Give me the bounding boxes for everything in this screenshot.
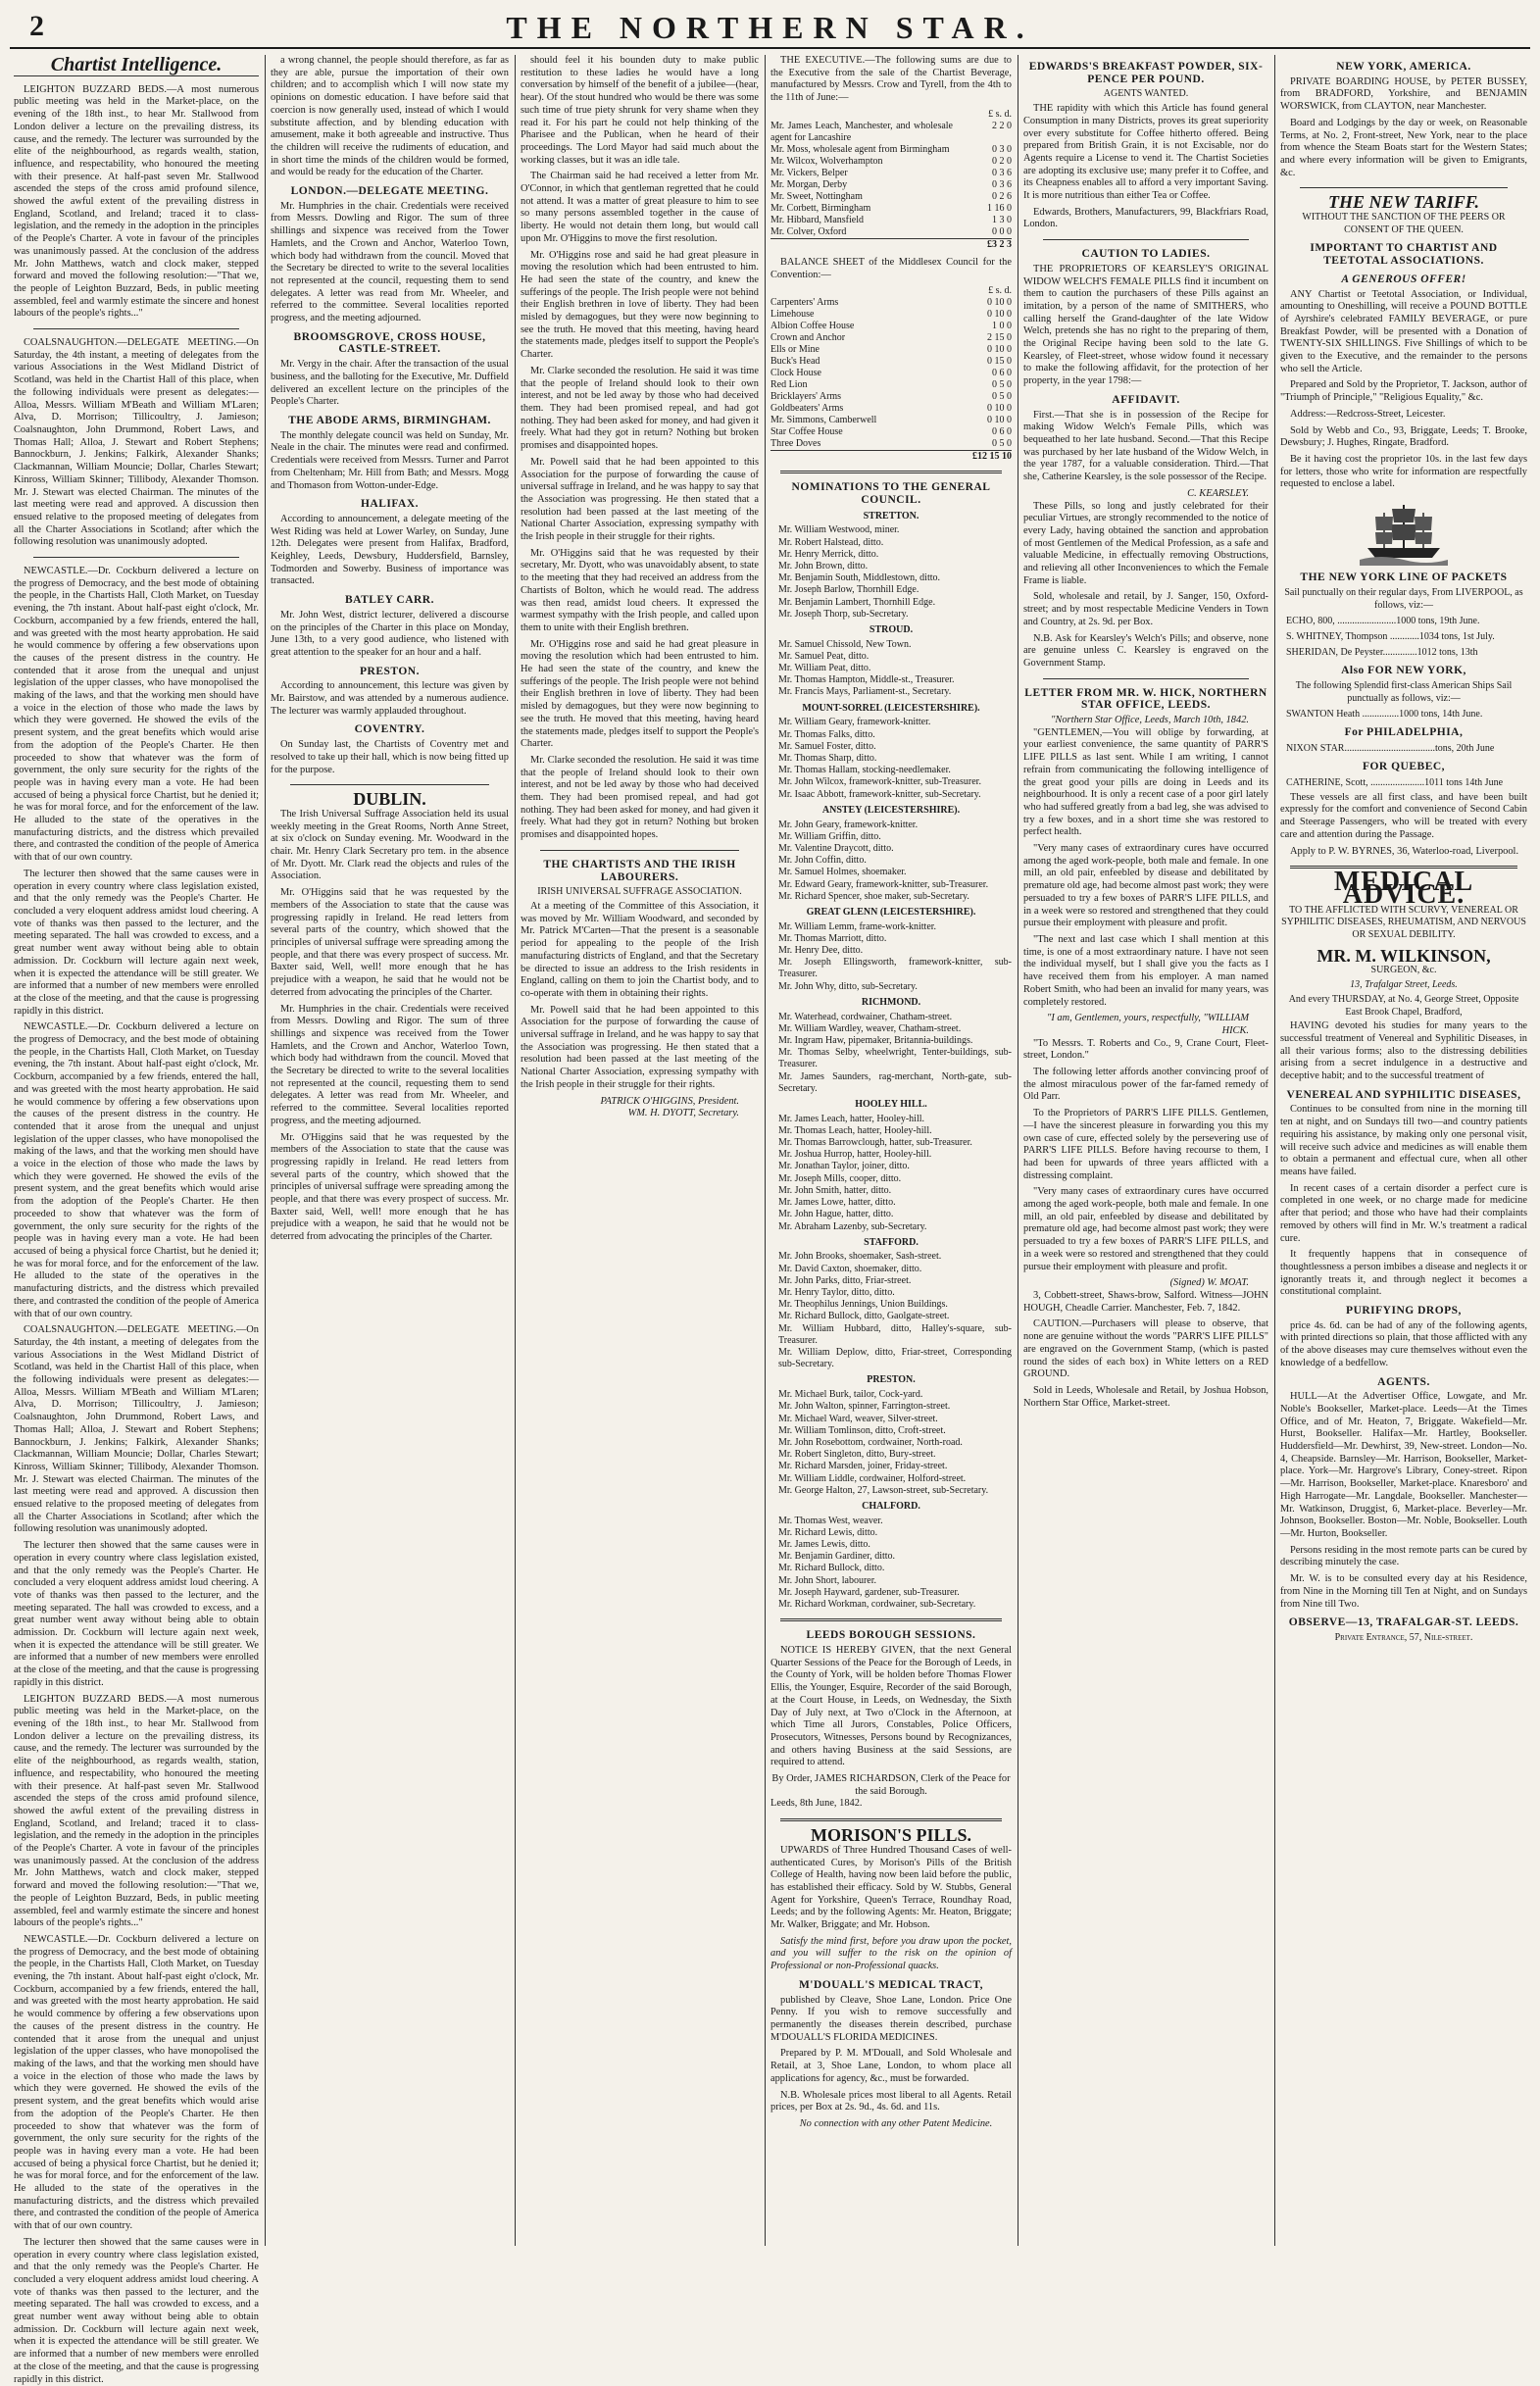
ad-heading: MR. M. WILKINSON, [1316,945,1491,966]
article-paragraph: COALSNAUGHTON.—DELEGATE MEETING.—On Saturday, the 4th instant, a meeting of delegates from the various Associations in the West Midland District of Scotland, was held in the Chartist Hall of this place, when the following individuals were present as delegates:—Alloa, Messrs. William M'Beath and William M'Laren; Alva, D. Morrison; Tillicoultry, J. Jamieson; Coalsnaughton, John Drummond, Robert Laws, and Thomas Hall; Alloa, J. Stewart and Robert Stephens; Bannockburn, J. Jenkins; Falkirk, Alexander Shanks; Clackmannan, William Mouncie; Dollar, Charles Stewart; Kinross, William Skinner; Tillibody, Alexander Thomson. Mr. J. Stewart was elected Chairman. The minutes of the last meeting were read and approved. A discussion then ensued relative to the proposed meeting of delegates from all the Charter Associations in Scotland; after which the following resolution was unanimously adopted. [14,1324,259,1535]
ad-paragraph: Sold by Webb and Co., 93, Briggate, Leeds; T. Brooke, Dewsbury; J. Hughes, Ringate, Bradford. [1280,424,1527,449]
divider [1300,187,1508,188]
nominee: Mr. John Walton, spinner, Farrington-street. [778,1401,951,1413]
ad-paragraph: ANY Chartist or Teetotal Association, or Individual, amounting to Oneshilling, will receive a POUND BOTTLE of Ayrshire's celebrated FAMILY BEVERAGE, or pure Breakfast Powder, will be presented with a Donation of TWENTY-SIX SHILLINGS. Five Shillings of which to be given to the Executive, and the remainder to the persons who sell the Article. [1280,288,1527,374]
nominee: Mr. Theophilus Jennings, Union Buildings. [778,1299,948,1311]
ad-paragraph: THE PROPRIETORS OF KEARSLEY'S ORIGINAL WIDOW WELCH'S FEMALE PILLS find it incumbent on them to caution the purchasers of these Pills against an imitation, by a person of the name of SMITHERS, who calling herself the Grand-daughter of the late Widow Welch, pretends she has no right to the preparing of them, the Original Recipe having been sold to the late G. Kearsley, of Fleet-street, whose widow found it necessary to make the following affidavit, for the protection of her property, in the year 1798:— [1023,263,1268,387]
ledger-row: Clock House 0 6 0 [770,368,1012,379]
article-paragraph: BALANCE SHEET of the Middlesex Council for the Convention:— [770,256,1012,280]
nominee: Mr. Thomas Barrowclough, hatter, sub-Treasurer. [778,1137,972,1149]
ad-paragraph: N.B. Ask for Kearsley's Welch's Pills; and observe, none are genuine unless C. Kearsley is engraved on the Government Stamp. [1023,632,1268,669]
ad-paragraph: Apply to P. W. BYRNES, 36, Waterloo-road, Liverpool. [1290,845,1519,857]
article-heading: BATLEY CARR. [345,594,434,607]
article-heading: THE ABODE ARMS, BIRMINGHAM. [288,414,491,426]
ad-paragraph: Sold, wholesale and retail, by J. Sanger, 150, Oxford-street; and by most respectable Medicine Venders in Town and Country, at 2s. 9d. per Box. [1023,591,1268,627]
column-rule [515,55,516,2246]
ad-heading: THE NEW YORK LINE OF PACKETS [1300,572,1508,584]
signature: PATRICK O'HIGGINS, President. [600,1095,739,1107]
ledger-row: Three Doves 0 5 0 [770,438,1012,450]
nominee: Mr. John Coffin, ditto. [778,855,867,867]
nominee: Mr. Richard Marsden, joiner, Friday-street. [778,1461,948,1472]
article-heading: THE CHARTISTS AND THE IRISH LABOURERS. [543,858,736,883]
nominee: Mr. William Griffin, ditto. [778,830,881,842]
article-paragraph: The Irish Universal Suffrage Association held its usual weekly meeting in the Great Rooms, North Anne Street, at six o'clock on Sunday evening. Mr. Woodward in the chair. Mr. Henry Clark Secretary pro tem. in the absence of Mr. Dyott. Mr. Clark read the objects and rules of the Association. [271,808,509,882]
ad-paragraph: CAUTION.—Purchasers will please to observe, that none are genuine without the words "PARR'S LIFE PILLS" are engraved on the Government Stamp, (which is pasted round the sides of each box) in White letters on a RED GROUND. [1023,1318,1268,1380]
sailing-entry: ECHO, 800, ........................1000 tons, 19th June. [1286,616,1480,627]
ledger-row: Bricklayers' Arms 0 5 0 [770,391,1012,403]
letter-dateline: "Northern Star Office, Leeds, March 10th, 1842. [1051,715,1249,726]
nomination-place: STAFFORD. [864,1236,919,1248]
nominee: Mr. Henry Merrick, ditto. [778,548,879,560]
divider [780,471,1002,473]
ad-subheading: Sail punctually on their regular days, From LIVERPOOL, as follows, viz:— [1284,586,1523,611]
nominee: Mr. John Brown, ditto. [778,560,869,572]
nominee: Mr. Valentine Draycott, ditto. [778,842,894,854]
nomination-place: PRESTON. [867,1374,916,1386]
nomination-place: HOOLEY HILL. [855,1098,927,1110]
nomination-place: ANSTEY (LEICESTERSHIRE). [821,804,961,816]
nominee: Mr. Benjamin Gardiner, ditto. [778,1551,896,1563]
article-paragraph: The lecturer then showed that the same causes were in operation in every country where class legislation existed, and that the only remedy was the People's Charter. He concluded a very eloquent address amidst loud cheering. A vote of thanks was then passed to the lecturer, and the meeting separated. The hall was crowded to excess, and a great number went away without being able to obtain admission. Dr. Cockburn will lecture again next week, when it is expected the attendance will be still greater. We are informed that a number of new members were enrolled at the close of the meeting, and that the cause is progressing rapidly in this district. [14,868,259,1017]
notice-paragraph: NOTICE IS HEREBY GIVEN, that the next General Quarter Sessions of the Peace for the Borough of Leeds, in the County of York, will be holden before Thomas Flower Ellis, the Younger, Esquire, Recorder of the said Borough, at the Court House, in Leeds, on Wednesday, the Sixth Day of July next, at Two o'Clock in the Afternoon, at which Time all Jurors, Constables, Police Officers, Prosecutors, Witnesses, Persons bound by Recognizances, and others having Business at the said Sessions, are required to attend. [770,1645,1012,1768]
nominee: Mr. Joseph Ellingsworth, framework-knitter, sub-Treasurer. [778,957,1012,980]
article-paragraph: Mr. Powell said that he had been appointed to this Association for the purpose of forwarding the cause of universal suffrage in Ireland, and he was happy to say that the Association was progressing. He then stated that a resolution had been passed at the last meeting of the National Charter Association, expressing sympathy with the Irish people in their struggle for their rights. [521,1004,759,1090]
ledger-row: Ells or Mine 0 10 0 [770,344,1012,356]
nominee: Mr. George Halton, 27, Lawson-street, sub-Secretary. [778,1484,989,1496]
article-heading: PRESTON. [360,665,420,677]
ad-subheading: SURGEON, &c. [1370,965,1437,976]
nominee: Mr. Michael Burk, tailor, Cock-yard. [778,1389,923,1401]
ad-paragraph: THE rapidity with which this Article has found general Consumption in many Districts, proves its great superiority over every substitute for Coffee hitherto offered. Being prepared from British Grain, it is not Excisable, nor do Agents require a License to vend it. The Chartist Societies are adopting its exclusive use; many prefer it to Coffee, and its Cheapness enables all to afford a very important Saving. It is more nutritious than either Tea or Coffee. [1023,103,1268,202]
newspaper-title: THE NORTHERN STAR. [506,10,1034,45]
ledger-header: £ s. d. [988,285,1012,297]
nominee: Mr. John Hague, hatter, ditto. [778,1209,894,1220]
ad-subheading: 13, Trafalgar Street, Leeds. [1350,979,1458,991]
ad-subheading: The following Splendid first-class American Ships Sail punctually as follows, viz:— [1295,679,1513,704]
ad-heading: FOR QUEBEC, [1362,761,1446,773]
article-heading: LEEDS BOROUGH SESSIONS. [806,1629,976,1642]
article-subheading: IRISH UNIVERSAL SUFFRAGE ASSOCIATION. [537,886,742,898]
sailing-entry: SHERIDAN, De Peyster..............1012 tons, 13th [1286,647,1478,659]
article-paragraph: According to announcement, this lecture was given by Mr. Bairstow, and was attended by a numerous audience. The lecturer was warmly applauded throughout. [271,680,509,717]
ad-paragraph: Satisfy the mind first, before you draw upon the pocket, and you will suffer to the risk on the opinion of Professional or non-Professional quacks. [770,1935,1012,1972]
divider [33,557,239,558]
nominee: Mr. Joseph Thorp, sub-Secretary. [778,608,909,620]
ledger-row: Mr. Morgan, Derby 0 3 6 [770,178,1012,190]
nominee: Mr. Thomas Marriott, ditto. [778,932,887,944]
nominee: Mr. Benjamin Lambert, Thornhill Edge. [778,596,936,608]
column-3 [521,55,759,2246]
nominee: Mr. Richard Bullock, ditto, Gaolgate-street. [778,1311,950,1322]
article-heading: DUBLIN. [353,789,426,810]
ledger-row: Crown and Anchor 2 15 0 [770,332,1012,344]
column-1 [14,54,259,2385]
article-paragraph: Mr. Humphries in the chair. Credentials were received from Messrs. Dowling and Rigor. The sum of three shillings and sixpence was received from the Tower Hamlets, and the Crown and Anchor, Waterloo Town, which body had withdrawn from the council. Moved that the Secretary be directed to write to the several localities not represented at the council, requesting them to send delegates. A letter was read from Mr. Wheeler, and referred to the committee. Several localities reported progress, and the meeting adjourned. [271,200,509,324]
ad-paragraph: N.B. Wholesale prices most liberal to all Agents. Retail prices, per Box at 2s. 9d., 4s. 6d. and 11s. [770,2089,1012,2113]
article-heading: LONDON.—DELEGATE MEETING. [290,185,489,198]
article-paragraph: At a meeting of the Committee of this Association, it was moved by Mr. William Woodward, and seconded by Mr. Patrick M'Carten—That the present is a seasonable period for appealing to the people of the Irish manufacturing districts of England, and that the Secretary be directed to issue an address to the Irish residents in England, calling on them to join the Chartist body, and to co-operate with them in obtaining their rights. [521,901,759,999]
letter-paragraph: "GENTLEMEN,—You will oblige by forwarding, at your earliest convenience, the same quantity of PARR'S LIFE PILLS as last sent. While I am writing, I cannot refrain from communicating the following intelligence of the great good your pills are doing in Leeds and its neighbourhood. It is only a recent case of a poor girl lately who had suffered greatly from a bad leg, she was advised to try a few boxes, and in a short time she was restored to perfect health. [1023,726,1268,838]
nominee: Mr. Joseph Mills, cooper, ditto. [778,1172,902,1184]
divider [780,1818,1002,1821]
ledger-row: Mr. Moss, wholesale agent from Birmingham 0 3 0 [770,143,1012,155]
nominee: Mr. John Parks, ditto, Friar-street. [778,1274,912,1286]
article-paragraph: Mr. O'Higgins said that he was requested by the members of the Association to state that the cause was progressing rapidly in Ireland. He read letters from several parts of the country, which showed that the principles of universal suffrage were spreading among the people, and that there was every prospect of success. Mr. Baxter said, Well, well! more enough that he has prejudice with a weapon, he said that he would not be deterred from advocating the principles of the Charter. [271,1131,509,1243]
nominee: Mr. Richard Spencer, shoe maker, sub-Secretary. [778,890,969,902]
nomination-place: GREAT GLENN (LEICESTERSHIRE). [806,906,976,918]
nomination-place: STROUD. [869,623,914,635]
sailing-entry: S. WHITNEY, Thompson ............1034 tons, 1st July. [1286,631,1495,643]
nomination-place: RICHMOND. [861,996,921,1008]
ledger-total: £12 15 10 [770,451,1012,464]
article-paragraph: According to announcement, a delegate meeting of the West Riding was held at Lower Warley, on Sunday, June 12th. Delegates were present from Halifax, Bradford, Keighley, Leeds, Dewsbury, Huddersfield, Barnsley, Todmorden and Sowerby. Business of importance was transacted. [271,513,509,587]
letter-paragraph: 3, Cobbett-street, Shaws-brow, Salford. Witness—JOHN HOUGH, Cheadle Carrier. Manchester, Feb. 7, 1842. [1023,1289,1268,1314]
nomination-place: CHALFORD. [862,1500,920,1512]
article-paragraph: LEIGHTON BUZZARD BEDS.—A most numerous public meeting was held in the Market-place, on the evening of the 18th inst., to hear Mr. Stallwood from London deliver a lecture on the prevailing distress, its cause, and the remedy. The lecturer was surrounded by the elite of the neighbourhood, as regards wealth, station, influence, and respectability, who honoured the meeting with their presence. At half-past seven Mr. Stallwood ascended the steps of the cross amid profound silence, showed the awful extent of the prevailing distress in England, Scotland, and Ireland; traced it to class-legislation, and the remedy in the adoption in the principles of the People's Charter. A vote in favour of the principles was unanimously passed. At the conclusion of the address Mr. John Matthews, watch and clock maker, stepped forward and moved the following resolution:—"That we, the people of Leighton Buzzard, Beds, in public meeting assembled, feel and warmly estimate the sincere and honest labours of the people's rights..." [14,83,259,320]
divider [33,328,239,329]
nominee: Mr. James Lowe, hatter, ditto. [778,1197,896,1209]
nominee: Mr. William Tomlinson, ditto, Croft-street. [778,1424,946,1436]
nominee: Mr. John Rosebottom, cordwainer, North-road. [778,1436,963,1448]
ad-heading: LETTER FROM MR. W. HICK, NORTHERN STAR OFFICE, LEEDS. [1024,686,1267,712]
nominee: Mr. John Short, labourer. [778,1574,876,1586]
ledger-table [770,285,1012,463]
nominee: Mr. Joseph Barlow, Thornhill Edge. [778,584,919,596]
ad-heading: For PHILADELPHIA, [1344,726,1464,739]
ad-paragraph: UPWARDS of Three Hundred Thousand Cases of well-authenticated Cures, by Morison's Pills of the British College of Health, having now been laid before the public, has established their efficacy. Sold by W. Stubbs, General Agent for Yorkshire, Queen's Terrace, Roundhay Road, Leeds; and by the following Agents: Mr. Heaton, Briggate; Mr. Walker, Briggate; and Mr. Hobson. [770,1844,1012,1931]
nominee: Mr. Waterhead, cordwainer, Chatham-street. [778,1011,953,1022]
nominee: Mr. William Wardley, weaver, Chatham-street. [778,1022,962,1034]
ad-heading: PURIFYING DROPS, [1346,1305,1462,1317]
article-heading: BROOMSGROVE, CROSS HOUSE, CASTLE-STREET. [293,330,486,356]
sailing-entry: NIXON STAR.....................................tons, 20th June [1286,743,1495,755]
nominee: Mr. Abraham Lazenby, sub-Secretary. [778,1220,927,1232]
ad-paragraph: price 4s. 6d. can be had of any of the following agents, with printed directions so plain, that those afflicted with any of the above diseases may cure themselves without even the knowledge of a bedfellow. [1280,1319,1527,1368]
nominee: Mr. Samuel Holmes, shoemaker. [778,867,907,878]
ad-heading: MEDICAL ADVICE. [1333,867,1474,910]
ad-paragraph: Sold in Leeds, Wholesale and Retail, by Joshua Hobson, Northern Star Office, Market-street. [1023,1384,1268,1409]
ledger-row: Limehouse 0 10 0 [770,309,1012,321]
nominee: Mr. Robert Singleton, ditto, Bury-street. [778,1449,936,1461]
ledger-row: Mr. Sweet, Nottingham 0 2 6 [770,190,1012,202]
nominee: Mr. John Smith, hatter, ditto. [778,1184,892,1196]
article-paragraph: The Chairman said he had received a letter from Mr. O'Connor, in which that gentleman regretted that he could not attend. It was a matter of great pleasure to him to see so many persons assembled together in the cause of liberty. He would not detain them long, but would call upon Mr. O'Higgins to move the first resolution. [521,171,759,244]
nominee: Mr. William Westwood, miner. [778,524,900,536]
ledger-row: Mr. Wilcox, Wolverhampton 0 2 0 [770,155,1012,167]
sailing-entry: CATHERINE, Scott, ......................1011 tons 14th June [1286,776,1504,788]
ad-subheading: TO THE AFFLICTED WITH SCURVY, VENEREAL OR SYPHILITIC DISEASES, RHEUMATISM, AND NERVOUS OR SEXUAL DEBILITY. [1281,904,1526,941]
article-paragraph: THE EXECUTIVE.—The following sums are due to the Executive from the sale of the Chartist Beverage, manufactured by Messrs. Crow and Tyrell, from the 4th to the 11th of June:— [770,55,1012,104]
sailing-entry: SWANTON Heath ...............1000 tons, 14th June. [1286,709,1483,721]
nomination-list [770,511,1012,1612]
ad-paragraph: HAVING devoted his studies for many years to the successful treatment of Venereal and Syphilitic Diseases, in all their various forms; also to the distressing debilities arising from a secret indulgence in a destructive and deceptive habit; and to the successful treatment of [1280,1020,1527,1082]
section-title: Chartist Intelligence. [14,59,259,76]
column-rule [765,55,766,2246]
nominee: Mr. Thomas Selby, wheelwright, Tenter-buildings, sub-Treasurer. [778,1047,1012,1070]
ledger-row: Star Coffee House 0 6 0 [770,426,1012,438]
ledger-row: Mr. James Leach, Manchester, and wholesale agent for Lancashire 2 2 0 [770,120,1012,143]
divider [1043,678,1249,679]
ad-subheading: Private Entrance, 57, Nile-street. [1334,1631,1473,1643]
divider [540,850,739,851]
ledger-row: Carpenters' Arms 0 10 0 [770,297,1012,309]
ad-heading: VENEREAL AND SYPHILITIC DISEASES, [1286,1088,1521,1101]
ad-heading: THE NEW TARIFF. [1328,192,1479,213]
letter-paragraph: To the Proprietors of PARR'S LIFE PILLS. Gentlemen,—I have the sincerest pleasure in forwarding you this my own case of cure, effected solely by the persevering use of PARR'S LIFE PILLS. Before having recourse to them, I had been for upwards of three years afflicted with a distressing complaint. [1023,1108,1268,1181]
article-paragraph: Mr. Powell said that he had been appointed to this Association for the purpose of forwarding the cause of universal suffrage in Ireland, and he was happy to say that the Association was progressing. He then stated that a resolution had been passed at the last meeting of the National Charter Association, expressing sympathy with the Irish people in their struggle for their rights. [521,456,759,543]
article-paragraph: NEWCASTLE.—Dr. Cockburn delivered a lecture on the progress of Democracy, and the best mode of obtaining the people, in the Chartists Hall, Cloth Market, on Tuesday evening, the 7th instant. About half-past eight o'clock, Mr. Cockburn, accompanied by a few friends, entered the hall, and was greeted with the most hearty approbation. He said he would commence by offering a few observations upon the causes of the present distress in the country. He contended that it arose from the unequal and unjust legislation of the upper classes, who have monopolised the making of the laws, and that the working men should have a voice in the election of those who made the laws by which they were governed. He showed the evils of the present system, and the great benefits which would arise from the adoption of the People's Charter. He then proceeded to show that whatever was the form of government, the only sure security for the rights of the people was in having every man a vote. He had been accused of being a physical force Chartist, but he denied it; he was for moral force, and for the enforcement of the law. He alluded to the state of the operatives in the manufacturing districts, and the distress which prevailed there, and contrasted the condition of the people of America with that of our own country. [14,1933,259,2232]
nominee: Mr. James Lewis, ditto. [778,1539,870,1551]
ad-paragraph: Continues to be consulted from nine in the morning till ten at night, and on Sundays till two—and country patients requiring his assistance, by making only one personal visit, will receive such advice and medicines as will enable them to obtain a permanent and effectual cure, when all other means have failed. [1280,1104,1527,1177]
ad-heading: AFFIDAVIT. [1112,393,1180,406]
ad-paragraph: PRIVATE BOARDING HOUSE, by PETER BUSSEY, from BRADFORD, Yorkshire, and BENJAMIN WORSWICK, from CLAYTON, near Manchester. [1280,75,1527,113]
ad-paragraph: Mr. W. is to be consulted every day at his Residence, from Nine in the Morning till Ten at Night, and on Sundays from Nine till Two. [1280,1573,1527,1610]
article-paragraph: LEIGHTON BUZZARD BEDS.—A most numerous public meeting was held in the Market-place, on the evening of the 18th inst., to hear Mr. Stallwood from London deliver a lecture on the prevailing distress, its cause, and the remedy. The lecturer was surrounded by the elite of the neighbourhood, as regards wealth, station, influence, and respectability, who honoured the meeting with their presence. At half-past seven Mr. Stallwood ascended the steps of the cross amid profound silence, showed the awful extent of the prevailing distress in England, Scotland, and Ireland; traced it to class-legislation, and the remedy in the adoption in the principles of the People's Charter. A vote in favour of the principles was unanimously passed. At the conclusion of the address Mr. John Matthews, watch and clock maker, stepped forward and moved the following resolution:—"That we, the people of Leighton Buzzard, Beds, in public meeting assembled, feel and warmly estimate the sincere and honest labours of the people's rights..." [14,1693,259,1929]
ad-paragraph: These vessels are all first class, and have been built expressly for the comfort and convenience of Second Cabin and Steerage Passengers, who will be treated with every care and attention during the Passage. [1280,791,1527,840]
article-heading: COVENTRY. [354,723,425,736]
nominee: Mr. Samuel Peat, ditto. [778,650,869,662]
article-paragraph: a wrong channel, the people should therefore, as far as they are able, pursue the importation of their own children; and to accomplish which I will now state my opinions on domestic education. I have before said that coercion is now generally used, instead of which I would substitute affection, and by blending education with amusement, make it both agreeable and instructive. Thus the children will receive the rudiments of education, and in short time the minds of the children would be formed, and would be ready for the education of the Charter. [271,55,509,178]
nomination-place: STRETTON. [863,510,919,522]
article-paragraph: Mr. O'Higgins rose and said he had great pleasure in moving the resolution which had been entrusted to him. He had seen the state of the country, and knew the sufferings of the people. The Irish people were not behind their English brethren in love of liberty. They had been misled by demagogues, but they were now beginning to see the truth. He moved that this meeting, having heard the statements made, pledges itself to support the People's Charter. [521,638,759,750]
signature: "I am, Gentlemen, yours, respectfully, "WILLIAM HICK. [1046,1013,1249,1036]
nominee: Mr. Francis Mays, Parliament-st., Secretary. [778,686,952,698]
article-paragraph: Mr. O'Higgins said that he was requested by the members of the Association to state that the cause was progressing rapidly in Ireland. He read letters from several parts of the country, which showed that the principles of universal suffrage were spreading among the people, and that there was every prospect of success. Mr. Baxter said, Well, well! more enough that he has prejudice with a weapon, he said that he would not be deterred from advocating the principles of the Charter. [271,887,509,998]
notice-signature: By Order, JAMES RICHARDSON, Clerk of the Peace for the said Borough. [771,1773,1011,1797]
ad-paragraph: Prepared by P. M. M'Douall, and Sold Wholesale and Retail, at 3, Shoe Lane, London, to whom place all applications for agency, &c., must be forwarded. [770,2048,1012,2084]
ad-paragraph: Board and Lodgings by the day or week, on Reasonable Terms, at No. 2, Front-street, New York, near to the place from whence the Steam Boats start for the Western States; and where every information will be given to Emigrants, &c. [1280,117,1527,178]
nominee: Mr. John Why, ditto, sub-Secretary. [778,980,918,992]
nominee: Mr. James Saunders, rag-merchant, North-gate, sub-Secretary. [778,1070,1012,1094]
ad-heading: NEW YORK, AMERICA. [1336,61,1471,73]
article-paragraph: The lecturer then showed that the same causes were in operation in every country where class legislation existed, and that the only remedy was the People's Charter. He concluded a very eloquent address amidst loud cheering. A vote of thanks was then passed to the lecturer, and the meeting separated. The hall was crowded to excess, and a great number went away without being able to obtain admission. Dr. Cockburn will lecture again next week, when it is expected the attendance will be still greater. We are informed that a number of new members were enrolled at the close of the meeting, and that the cause is progressing rapidly in this district. [14,2236,259,2385]
column-rule [265,55,266,2246]
ledger-row: Mr. Vickers, Belper 0 3 6 [770,167,1012,178]
nominee: Mr. William Liddle, cordwainer, Holford-street. [778,1472,967,1484]
ad-paragraph: It frequently happens that in consequence of thoughtlessness a person imbibes a disease and neglects it or ignorantly treats it, and through neglect it becomes a constitutional complaint. [1280,1249,1527,1298]
ad-paragraph: Edwards, Brothers, Manufacturers, 99, Blackfriars Road, London. [1023,206,1268,230]
nominee: Mr. William Hubbard, ditto, Halley's-square, sub-Treasurer. [778,1322,1012,1346]
ledger-row: Mr. Hibbard, Mansfield 1 3 0 [770,214,1012,225]
nominee: Mr. Isaac Abbott, framework-knitter, sub-Secretary. [778,788,981,800]
ad-subheading: And every THURSDAY, at No. 4, George Street, Opposite East Brook Chapel, Bradford, [1288,993,1519,1018]
letter-paragraph: The following letter affords another convincing proof of the almost miraculous power of the far-famed remedy of Old Parr. [1023,1067,1268,1103]
signature: (Signed) W. MOAT. [1169,1277,1249,1289]
ledger-total: £3 2 3 [770,238,1012,251]
sailing-ship-icon [1360,497,1448,566]
ad-paragraph: Prepared and Sold by the Proprietor, T. Jackson, author of "Triumph of Principle," "Religious Equality," &c. [1280,379,1527,404]
divider [780,1618,1002,1621]
ad-paragraph: Be it having cost the proprietor 10s. in the last few days for letters, those who write for information are respectfully requested to enclose a label. [1280,453,1527,490]
ad-paragraph: In recent cases of a certain disorder a perfect cure is completed in one week, or no charge made for medicine after that period; and those who have had their complaints removed by others will find in Mr. W.'s treatment a radical cure. [1280,1182,1527,1244]
article-paragraph: COALSNAUGHTON.—DELEGATE MEETING.—On Saturday, the 4th instant, a meeting of delegates from the various Associations in the West Midland District of Scotland, was held in the Chartist Hall of this place, when the following individuals were present as delegates:—Alloa, Messrs. William M'Beath and William M'Laren; Alva, D. Morrison; Tillicoultry, J. Jamieson; Coalsnaughton, John Drummond, Robert Laws, and Thomas Hall; Alloa, J. Stewart and Robert Stephens; Bannockburn, J. Jenkins; Falkirk, Alexander Shanks; Clackmannan, William Mouncie; Dollar, Charles Stewart; Kinross, William Skinner; Tillibody, Alexander Thomson. Mr. J. Stewart was elected Chairman. The minutes of the last meeting were read and approved. A discussion then ensued relative to the proposed meeting of delegates from all the Charter Associations in Scotland; after which the following resolution was unanimously adopted. [14,337,259,548]
divider [290,784,489,785]
nominee: Mr. Samuel Foster, ditto. [778,740,876,752]
article-paragraph: Mr. Vergy in the chair. After the transaction of the usual business, and the balloting for the Executive, Mr. Duffield delivered an excellent lecture on the principles of the People's Charter. [271,359,509,408]
ad-paragraph: These Pills, so long and justly celebrated for their peculiar Virtues, are strongly recommended to the notice of every Lady, having obtained the sanction and approbation of most Gentlemen of the Medical Profession, as a safe and valuable Medicine, in effectually removing Obstructions, and relieving all other Inconveniences to which the Female Frame is liable. [1023,500,1268,586]
article-paragraph: Mr. John West, district lecturer, delivered a discourse on the principles of the Charter in this place on Monday, June 13th, to a very good audience, who listened with great attention to the speaker for an hour and a half. [271,609,509,658]
nominee: Mr. Thomas Falks, ditto. [778,728,875,740]
nominee: Mr. James Leach, hatter, Hooley-hill. [778,1113,924,1124]
nominee: Mr. Richard Lewis, ditto. [778,1526,878,1538]
page-number: 2 [29,10,44,42]
nominee: Mr. Thomas West, weaver. [778,1515,883,1526]
ad-heading: OBSERVE—13, TRAFALGAR-ST. LEEDS. [1288,1616,1519,1629]
letter-paragraph: "Very many cases of extraordinary cures have occurred among the aged work-people, both male and female. In one mill, an old pair, enfeebled by disease and debilitated by premature old age, had become almost past work; they were persuaded to try a few boxes of PARR'S LIFE PILLS, and in a week were so restored and strengthened that they could pursue their employment with pleasure and profit. [1023,843,1268,929]
letter-paragraph: "Very many cases of extraordinary cures have occurred among the aged work-people, both male and female. In one mill, an old pair, enfeebled by disease and debilitated by premature old age, had become almost past work; they were persuaded to try a few boxes of PARR'S LIFE PILLS, and in a week were so restored and strengthened that they could pursue their employment with pleasure and profit. [1023,1186,1268,1272]
ad-paragraph: First.—That she is in possession of the Recipe for making Widow Welch's Female Pills, which was bequeathed to her late husband. Second.—That this Recipe was purchased by her late husband of the Widow Welch, in the year 1787, for a valuable consideration. Third.—That she, Catherine Kearsley, is the sole possessor of the Recipe. [1023,409,1268,483]
nominee: Mr. William Deplow, ditto, Friar-street, Corresponding sub-Secretary. [778,1347,1012,1370]
nominee: Mr. John Geary, framework-knitter. [778,819,919,830]
ledger-row: Mr. Colver, Oxford 0 0 0 [770,225,1012,237]
column-5 [1023,55,1268,2246]
ledger-table [770,109,1012,251]
nominee: Mr. Henry Dee, ditto. [778,945,864,957]
article-paragraph: The monthly delegate council was held on Sunday, Mr. Neale in the chair. The minutes were read and confirmed. Credentials were received from Messrs. Turner and Parrot from Cheltenham; Mr. Hill from Bath; and Messrs. Mogg and Thomason from Wotton-under-Edge. [271,429,509,491]
nomination-place: MOUNT-SORREL (LEICESTERSHIRE). [802,702,980,714]
nominee: Mr. Joseph Hayward, gardener, sub-Treasurer. [778,1586,960,1598]
article-paragraph: should feel it his bounden duty to make public restitution to these ladies he would have a long conversation by himself of the benefit of a jubilee—(hear, hear). Of the stout hundred who would be there was some such time of true piety shrunk for very shame when they read it. For his part he could not help thinking of the Pharisee and the Publican, when he heard of their proceedings. The Lord Mayor had said much about the working classes, but it was an idle tale. [521,55,759,166]
signature: WM. H. DYOTT, Secretary. [627,1108,739,1119]
column-2 [271,55,509,2246]
ad-paragraph: Address:—Redcross-Street, Leicester. [1290,408,1446,420]
nominee: Mr. Henry Taylor, ditto, ditto. [778,1287,895,1299]
nominee: Mr. John Brooks, shoemaker, Sash-street. [778,1251,942,1263]
nominee: Mr. Thomas Leach, hatter, Hooley-hill. [778,1124,932,1136]
article-paragraph: On Sunday last, the Chartists of Coventry met and resolved to take up their hall, which is now being fitted up for the purpose. [271,739,509,775]
ledger-row: Albion Coffee House 1 0 0 [770,321,1012,332]
column-4 [770,55,1012,2246]
article-paragraph: NEWCASTLE.—Dr. Cockburn delivered a lecture on the progress of Democracy, and the best mode of obtaining the people, in the Chartists Hall, Cloth Market, on Tuesday evening, the 7th instant. About half-past eight o'clock, Mr. Cockburn, accompanied by a few friends, entered the hall, and was greeted with the most hearty approbation. He said he would commence by offering a few observations upon the causes of the present distress in the country. He contended that it arose from the unequal and unjust legislation of the upper classes, who have monopolised the making of the laws, and that the working men should have a voice in the election of those who made the laws by which they were governed. He showed the evils of the present system, and the great benefits which would arise from the adoption of the People's Charter. He then proceeded to show that whatever was the form of government, the only sure security for the rights of the people was in having every man a vote. He had been accused of being a physical force Chartist, but he denied it; he was for moral force, and for the enforcement of the law. He alluded to the state of the operatives in the manufacturing districts, and the distress which prevailed there, and contrasted the condition of the people of America with that of our own country. [14,566,259,864]
nominee: Mr. Benjamin South, Middlestown, ditto. [778,572,941,584]
signature: C. KEARSLEY. [1187,487,1249,499]
nominee: Mr. Richard Workman, cordwainer, sub-Secretary. [778,1599,976,1611]
nominee: Mr. Jonathan Taylor, joiner, ditto. [778,1161,910,1172]
ad-paragraph: HULL—At the Advertiser Office, Lowgate, and Mr. Noble's Bookseller, Market-place. Leeds—At the Times Office, and of Mr. Heaton, 7, Briggate. Wakefield—Mr. Hurst, Bookseller. Halifax—Mr. Hartley, Bookseller. Huddersfield—Mr. Dewhirst, 39, New-street. London—No. 4, Cheapside. Barnsley—Mr. Harrison, Bookseller, Market-place. York—Mr. Hargrove's Library, Coney-street. Ripon—Mr. Harrison, Bookseller, Market-place. Knaresboro' and High Harrogate—Mr. Langdale, Bookseller. Manchester—Mr. Watkinson, Druggist, 6, Market-place. Beverley—Mr. Johnson, Bookseller. Boston—Mr. Noble, Bookseller. Louth—Mr. Hurton, Bookseller. [1280,1391,1527,1539]
article-heading: HALIFAX. [360,498,420,511]
nominee: Mr. William Peat, ditto. [778,663,871,674]
letter-paragraph: "The next and last case which I shall mention at this time, is one of a most extraordinary nature. I have not seen the individual myself, but I shall give you the facts as I have received them from his employer. A man named Robert Smith, who had been an invalid for many years, was completely restored. [1023,934,1268,1008]
nominee: Mr. Thomas Hampton, Middle-st., Treasurer. [778,674,955,686]
ad-paragraph: published by Cleave, Shoe Lane, London. Price One Penny. If you wish to remove successfully and permanently the diseases therein described, purchase M'DOUALL'S FLORIDA MEDICINES. [770,1994,1012,2043]
nominee: Mr. John Wilcox, framework-knitter, sub-Treasurer. [778,776,981,788]
nominee: Mr. Edward Geary, framework-knitter, sub-Treasurer. [778,878,989,890]
article-paragraph: Mr. Humphries in the chair. Credentials were received from Messrs. Dowling and Rigor. The sum of three shillings and sixpence was received from the Tower Hamlets, and the Crown and Anchor, Waterloo Town, which body had withdrawn from the council. Moved that the Secretary be directed to write to the several localities not represented at the council, requesting them to send delegates. A letter was read from Mr. Wheeler, and referred to the committee. Several localities reported progress, and the meeting adjourned. [271,1003,509,1126]
ledger-row: Mr. Simmons, Camberwell 0 10 0 [770,415,1012,426]
nominee: Mr. Ingram Haw, pipemaker, Britannia-buildings. [778,1034,973,1046]
article-paragraph: NEWCASTLE.—Dr. Cockburn delivered a lecture on the progress of Democracy, and the best mode of obtaining the people, in the Chartists Hall, Cloth Market, on Tuesday evening, the 7th instant. About half-past eight o'clock, Mr. Cockburn, accompanied by a few friends, entered the hall, and was greeted with the most hearty approbation. He said he would commence by offering a few observations upon the causes of the present distress in the country. He contended that it arose from the unequal and unjust legislation of the upper classes, who have monopolised the making of the laws, and that the working men should have a voice in the election of those who made the laws by which they were governed. He showed the evils of the present system, and the great benefits which would arise from the adoption of the People's Charter. He then proceeded to show that whatever was the form of government, the only sure security for the rights of the people was in having every man a vote. He had been accused of being a physical force Chartist, but he denied it; he was for moral force, and for the enforcement of the law. He alluded to the state of the operatives in the manufacturing districts, and the distress which prevailed there, and contrasted the condition of the people of America with that of our own country. [14,1021,259,1319]
nominee: Mr. Michael Ward, weaver, Silver-street. [778,1413,938,1424]
ad-paragraph: Persons residing in the most remote parts can be cured by describing minutely the case. [1280,1544,1527,1568]
article-paragraph: The lecturer then showed that the same causes were in operation in every country where class legislation existed, and that the only remedy was the People's Charter. He concluded a very eloquent address amidst loud cheering. A vote of thanks was then passed to the lecturer, and the meeting separated. The hall was crowded to excess, and a great number went away without being able to obtain admission. Dr. Cockburn will lecture again next week, when it is expected the attendance will be still greater. We are informed that a number of new members were enrolled at the close of the meeting, and that the cause is progressing rapidly in this district. [14,1540,259,1688]
ledger-header: £ s. d. [988,108,1012,120]
ad-heading: Also FOR NEW YORK, [1341,665,1466,677]
article-paragraph: Mr. O'Higgins said that he was requested by their secretary, Mr. Dyott, who was unavoidably absent, to state to the meeting that they had received an address from the Chartists of Bolton, which he would read. The address was then read, amidst loud cheers. It expressed the warmest sympathy with the Irish people, and called upon them to unite with their English brethren. [521,547,759,633]
nominee: Mr. William Lemm, frame-work-knitter. [778,920,937,932]
ad-subheading: AGENTS WANTED. [1103,88,1189,100]
ledger-row: Goldbeaters' Arms 0 10 0 [770,403,1012,415]
nominee: Mr. Joshua Hurrop, hatter, Hooley-hill. [778,1149,932,1161]
article-paragraph: Mr. Clarke seconded the resolution. He said it was time that the people of Ireland should look to their own interest, and not be led away by those who had deceived them. They had been promised repeal, and had got nothing. They had been asked for money, and had given it freely. What had they got in return? Nothing but broken promises and disappointed hopes. [521,365,759,452]
nominee: Mr. Robert Halstead, ditto. [778,536,884,548]
ledger-row: Mr. Corbett, Birmingham 1 16 0 [770,202,1012,214]
nominee: Mr. Thomas Hallam, stocking-needlemaker. [778,765,951,776]
column-6 [1280,55,1527,2246]
masthead [10,8,1530,49]
nominee: Mr. William Geary, framework-knitter. [778,717,931,728]
divider [1043,239,1249,240]
article-paragraph: Mr. O'Higgins rose and said he had great pleasure in moving the resolution which had been entrusted to him. He had seen the state of the country, and knew the sufferings of the people. The Irish people were not behind their English brethren in love of liberty. They had been misled by demagogues, but they were now beginning to see the truth. He moved that this meeting, having heard the statements made, pledges itself to support the People's Charter. [521,249,759,361]
ad-heading: AGENTS. [1377,1375,1430,1388]
ad-heading: IMPORTANT TO CHARTIST AND TEETOTAL ASSOCIATIONS. [1310,242,1498,268]
ad-paragraph: No connection with any other Patent Medicine. [799,2117,993,2129]
ad-heading: CAUTION TO LADIES. [1081,248,1211,261]
nominee: Mr. Thomas Sharp, ditto. [778,752,877,764]
ad-heading: M'DOUALL'S MEDICAL TRACT, [798,1978,984,1991]
notice-date: Leeds, 8th June, 1842. [770,1798,863,1810]
nominee: Mr. David Caxton, shoemaker, ditto. [778,1263,922,1274]
article-heading: NOMINATIONS TO THE GENERAL COUNCIL. [791,481,991,506]
ad-subheading: WITHOUT THE SANCTION OF THE PEERS OR CONSENT OF THE QUEEN. [1302,212,1506,235]
ad-heading: EDWARDS'S BREAKFAST POWDER, SIX-PENCE PER POUND. [1028,61,1264,85]
nominee: Mr. Samuel Chissold, New Town. [778,638,912,650]
nominee: Mr. Richard Bullock, ditto. [778,1563,885,1574]
ledger-row: Red Lion 0 5 0 [770,379,1012,391]
ad-heading: A GENEROUS OFFER! [1341,273,1466,285]
ad-heading: MORISON'S PILLS. [810,1825,972,1846]
letter-paragraph: "To Messrs. T. Roberts and Co., 9, Crane Court, Fleet-street, London." [1023,1037,1268,1062]
ledger-row: Buck's Head 0 15 0 [770,356,1012,368]
column-rule [1274,55,1275,2246]
article-paragraph: Mr. Clarke seconded the resolution. He said it was time that the people of Ireland should look to their own interest, and not be led away by those who had deceived them. They had been promised repeal, and had got nothing. They had been asked for money, and had given it freely. What had they got in return? Nothing but broken promises and disappointed hopes. [521,754,759,841]
